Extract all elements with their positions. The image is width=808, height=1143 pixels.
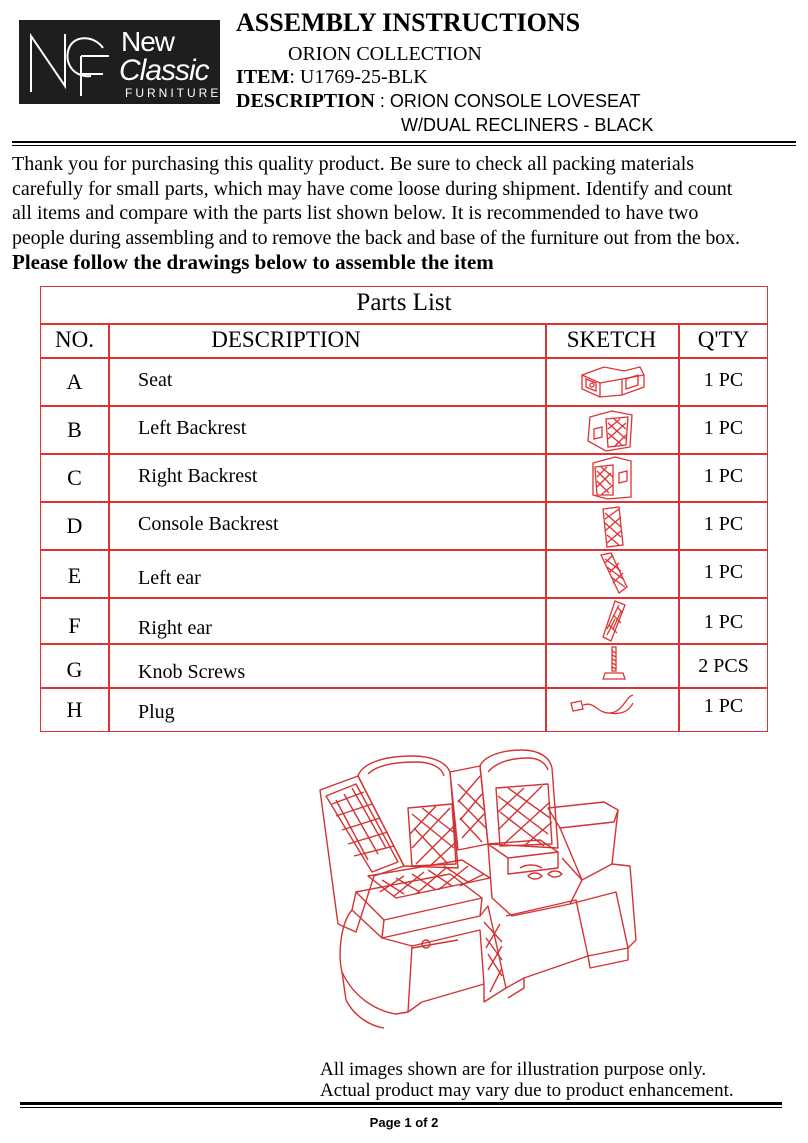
intro-paragraph bbox=[12, 152, 804, 250]
footer-divider bbox=[20, 1102, 782, 1105]
part-description: Seat bbox=[138, 369, 173, 391]
row-divider bbox=[41, 453, 767, 455]
description-label: DESCRIPTION bbox=[236, 90, 375, 112]
assembly-emphasis: Please follow the drawings below to assemble the item bbox=[12, 250, 494, 274]
part-description: Knob Screws bbox=[138, 661, 246, 683]
part-no: D bbox=[66, 513, 83, 538]
row-divider bbox=[41, 687, 767, 689]
part-qty: 1 PC bbox=[703, 561, 744, 583]
part-no: E bbox=[67, 563, 82, 588]
item-line bbox=[236, 66, 428, 89]
part-description: Right Backrest bbox=[138, 465, 258, 487]
header-divider bbox=[12, 141, 796, 143]
header-description: DESCRIPTION bbox=[211, 327, 361, 352]
part-qty: 1 PC bbox=[703, 695, 744, 717]
part-qty: 1 PC bbox=[703, 611, 744, 633]
part-qty: 1 PC bbox=[703, 417, 744, 439]
row-divider bbox=[41, 323, 767, 325]
loveseat-illustration bbox=[312, 748, 642, 1040]
header-no: NO. bbox=[55, 327, 94, 352]
right-ear-sketch-icon bbox=[599, 599, 629, 643]
part-no: H bbox=[66, 697, 83, 722]
column-divider bbox=[545, 323, 547, 731]
header-sketch: SKETCH bbox=[566, 327, 657, 352]
disclaimer-line2: Actual product may vary due to product enhancement. bbox=[320, 1080, 734, 1101]
part-description: Left ear bbox=[138, 567, 201, 589]
collection-name: ORION COLLECTION bbox=[288, 43, 482, 65]
logo-line3: FURNITURE bbox=[125, 86, 222, 100]
column-divider bbox=[108, 323, 110, 731]
part-description: Plug bbox=[138, 701, 175, 723]
part-description: Right ear bbox=[138, 617, 212, 639]
document-title: ASSEMBLY INSTRUCTIONS bbox=[236, 8, 581, 37]
part-qty: 2 PCS bbox=[698, 655, 749, 677]
part-qty: 1 PC bbox=[703, 465, 744, 487]
right-backrest-sketch-icon bbox=[589, 455, 635, 501]
header-qty: Q'TY bbox=[697, 327, 750, 352]
parts-list-table bbox=[40, 286, 768, 732]
seat-sketch-icon bbox=[578, 361, 646, 403]
left-backrest-sketch-icon bbox=[586, 407, 636, 453]
part-no: B bbox=[67, 417, 82, 442]
disclaimer-line1: All images shown are for illustration purpose only. bbox=[320, 1059, 707, 1080]
item-value: : U1769-25-BLK bbox=[289, 66, 428, 88]
intro-line: people during assembling and to remove the back and base of the furniture out from the box. bbox=[12, 226, 740, 249]
part-description: Console Backrest bbox=[138, 513, 279, 535]
left-ear-sketch-icon bbox=[597, 551, 631, 597]
intro-line: all items and compare with the parts list shown below. It is recommended to have two bbox=[12, 202, 699, 224]
row-divider bbox=[41, 357, 767, 359]
footer-divider-thin bbox=[20, 1107, 782, 1108]
part-qty: 1 PC bbox=[703, 513, 744, 535]
console-backrest-sketch-icon bbox=[599, 505, 627, 549]
part-no: A bbox=[66, 369, 83, 394]
page-number: Page 1 of 2 bbox=[369, 1115, 439, 1130]
disclaimer bbox=[320, 1059, 734, 1101]
brand-logo bbox=[19, 20, 220, 104]
logo-line2: Classic bbox=[119, 54, 209, 87]
plug-sketch-icon bbox=[567, 691, 639, 721]
ncf-monogram-icon bbox=[25, 26, 115, 98]
row-divider bbox=[41, 501, 767, 503]
intro-line: carefully for small parts, which may have come loose during shipment. Identify and count bbox=[12, 177, 733, 200]
row-divider bbox=[41, 597, 767, 599]
row-divider bbox=[41, 405, 767, 407]
item-label: ITEM bbox=[236, 66, 290, 88]
intro-line: Thank you for purchasing this quality product. Be sure to check all packing materials bbox=[12, 153, 695, 175]
description-value-line2: W/DUAL RECLINERS - BLACK bbox=[401, 115, 654, 135]
part-no: G bbox=[66, 657, 83, 682]
header-divider-thin bbox=[12, 145, 796, 146]
row-divider bbox=[41, 643, 767, 645]
description-line bbox=[236, 90, 641, 113]
knob-screw-sketch-icon bbox=[601, 645, 627, 685]
description-value: : ORION CONSOLE LOVESEAT bbox=[374, 91, 641, 111]
part-no: F bbox=[68, 613, 81, 638]
parts-list-title: Parts List bbox=[356, 289, 452, 316]
part-no: C bbox=[67, 465, 82, 490]
part-qty: 1 PC bbox=[703, 369, 744, 391]
logo-line1: New bbox=[121, 26, 175, 57]
part-description: Left Backrest bbox=[138, 417, 247, 439]
row-divider bbox=[41, 549, 767, 551]
